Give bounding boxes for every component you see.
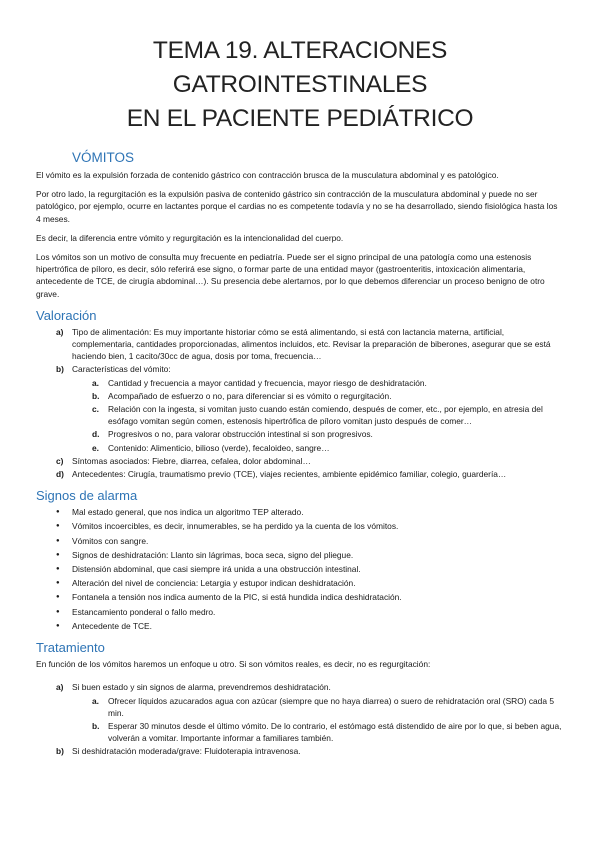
list-text: Relación con la ingesta, si vomitan justo cuando están comiendo, después de comer, etc., por ejemplo, en atresia del esófago vomitan según comen, estenosis hipertrófica de píloro vomitan justo después de comer… xyxy=(108,404,543,427)
list-item xyxy=(36,442,564,454)
list-item: ● Mal estado general, que nos indica un algoritmo TEP alterado. xyxy=(36,506,564,518)
list-item xyxy=(36,390,564,402)
heading-vomitos: VÓMITOS xyxy=(72,150,135,165)
list-text: Acompañado de esfuerzo o no, para diferenciar si es vómito o regurgitación. xyxy=(108,390,392,401)
signos-list xyxy=(36,506,564,632)
list-marker: d. xyxy=(92,429,100,440)
list-text: Tipo de alimentación: Es muy importante historiar cómo se está alimentando, si está con lactancia materna, artificial, complementaria, cantidades proporcionadas, alimentos incluidos, etc. Revisar la preparación de biberones, asegurar que se está haciendo bien, 1 cacito/30cc de agua, dosis por toma, frecuencia… xyxy=(72,326,551,362)
list-item xyxy=(36,720,564,744)
list-marker: b. xyxy=(92,390,100,401)
list-text: Cantidad y frecuencia a mayor cantidad y frecuencia, mayor riesgo de deshidratación. xyxy=(108,377,427,388)
list-text: Esperar 30 minutos desde el último vómito. De lo contrario, el estómago está distendido de aire por lo que, si beben agua, volverán a vomitar. Importante informar a familiares también. xyxy=(108,720,562,744)
list-text: Contenido: Alimenticio, bilioso (verde), fecaloideo, sangre… xyxy=(108,442,330,453)
list-marker: b) xyxy=(56,746,64,757)
list-text: Antecedentes: Cirugía, traumatismo previo (TCE), viajes recientes, ambiente epidémico familiar, colegio, guardería… xyxy=(72,469,507,480)
paragraph-tratamiento-intro: En función de los vómitos haremos un enfoque u otro. Si son vómitos reales, es decir, no es regurgitación: xyxy=(36,659,431,670)
list-marker: a) xyxy=(56,682,64,693)
list-item xyxy=(36,403,564,427)
paragraph-vomito-def: El vómito es la expulsión forzada de contenido gástrico con contracción brusca de la musculatura abdominal y es patológico. xyxy=(36,170,499,180)
list-item xyxy=(36,695,564,719)
list-marker: c. xyxy=(92,404,99,415)
list-item xyxy=(36,428,564,440)
list-text: Características del vómito: xyxy=(72,364,171,375)
paragraph-regurgitacion: Por otro lado, la regurgitación es la expulsión pasiva de contenido gástrico sin contracción de la musculatura abdominal y puede no ser patológico, por ejemplo, ocurre en lactantes porque el cardias no es competente todavía y no se ha desarrollado, siendo fisiológica hasta los 4 meses. xyxy=(36,189,558,224)
list-marker: d) xyxy=(56,469,64,480)
list-text: Síntomas asociados: Fiebre, diarrea, cefalea, dolor abdominal… xyxy=(72,455,311,466)
list-item xyxy=(36,468,564,480)
list-item: ● Fontanela a tensión nos indica aumento de la PIC, si está hundida indica deshidratación. xyxy=(36,591,564,603)
list-marker: a. xyxy=(92,695,99,706)
list-marker: b) xyxy=(56,364,64,375)
list-item xyxy=(36,377,564,389)
list-item xyxy=(36,326,564,363)
list-item xyxy=(36,745,564,757)
heading-valoracion: Valoración xyxy=(36,307,97,323)
list-text: Si buen estado y sin signos de alarma, prevendremos deshidratación. xyxy=(72,682,331,693)
list-text: Ofrecer líquidos azucarados agua con azúcar (siempre que no haya diarrea) o suero de rehidratación oral (SRO) cada 5 min. xyxy=(108,695,554,718)
title-line-1: TEMA 19. ALTERACIONES GATROINTESTINALES xyxy=(152,37,448,98)
list-item: ● Alteración del nivel de conciencia: Letargia y estupor indican deshidratación. xyxy=(36,577,564,589)
list-item xyxy=(36,363,564,375)
title-line-2: EN EL PACIENTE PEDIÁTRICO xyxy=(126,105,474,132)
list-item xyxy=(36,455,564,467)
list-item xyxy=(36,681,564,693)
list-item: ● Vómitos incoercibles, es decir, innumerables, se ha perdido ya la cuenta de los vómitos. xyxy=(36,520,564,532)
valoracion-list xyxy=(36,326,564,480)
list-item: ● Estancamiento ponderal o fallo medro. xyxy=(36,606,564,618)
list-text: Progresivos o no, para valorar obstrucción intestinal si son progresivos. xyxy=(108,429,373,440)
list-marker: c) xyxy=(56,455,64,466)
list-item: ● Vómitos con sangre. xyxy=(36,535,564,547)
paragraph-diferencia: Es decir, la diferencia entre vómito y regurgitación es la intencionalidad del cuerpo. xyxy=(36,232,344,243)
list-item: ● Distensión abdominal, que casi siempre irá unida a una obstrucción intestinal. xyxy=(36,563,564,575)
heading-signos-alarma: Signos de alarma xyxy=(36,488,138,504)
list-text: Si deshidratación moderada/grave: Fluidoterapia intravenosa. xyxy=(72,746,301,757)
list-marker: b. xyxy=(92,720,100,731)
page-title xyxy=(36,0,564,136)
list-marker: a) xyxy=(56,326,64,337)
list-item: ● Antecedente de TCE. xyxy=(36,620,564,632)
list-item: ● Signos de deshidratación: Llanto sin lágrimas, boca seca, signo del pliegue. xyxy=(36,549,564,561)
list-marker: a. xyxy=(92,377,99,388)
list-marker: e. xyxy=(92,442,99,453)
heading-tratamiento: Tratamiento xyxy=(36,640,105,656)
paragraph-consulta: Los vómitos son un motivo de consulta muy frecuente en pediatría. Puede ser el signo principal de una patología como una estenosis hipertrófica de píloro, es decir, sólo referirá ese signo, o formar parte de una entidad mayor (gastroenteritis, intoxicación alimentaria, antecedente de TCE, de cirugía abdominal…). Su presencia debe alertarnos, por lo que debemos diferenciar un proceso benigno de otro grave. xyxy=(36,252,545,299)
tratamiento-list xyxy=(36,681,564,757)
